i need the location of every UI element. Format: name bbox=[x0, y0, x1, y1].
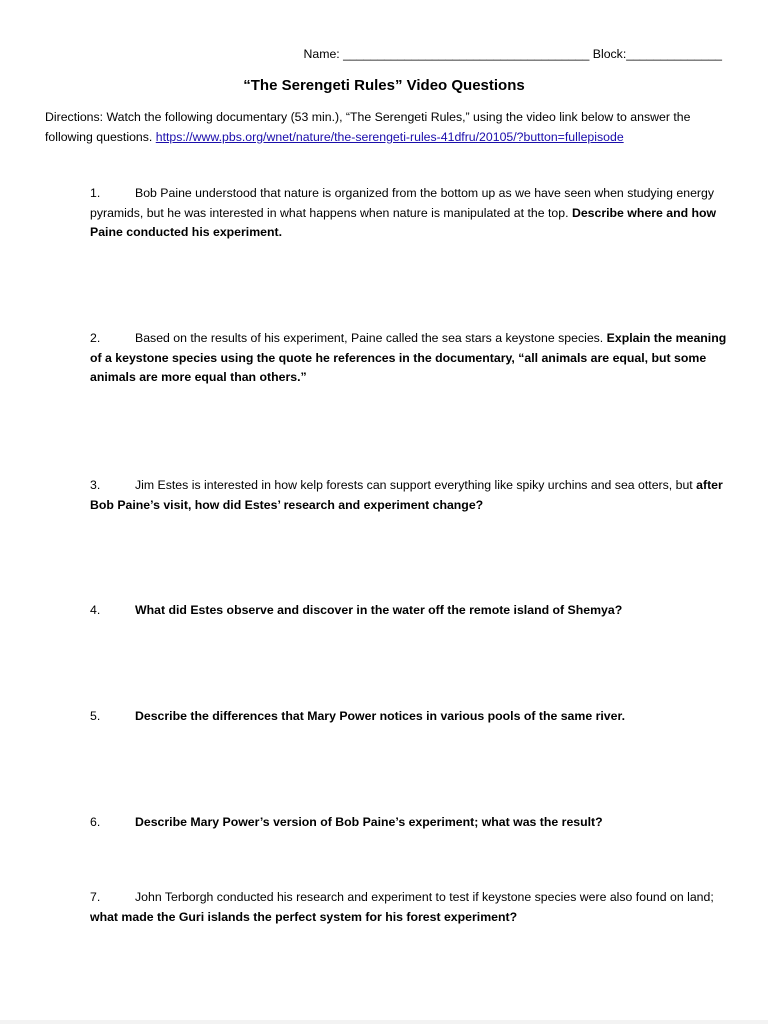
question-2 bbox=[90, 329, 730, 388]
question-prompt: Explain the meaning of a keystone species using the quote he references in the documentary, “all animals are equal, but some animals are more equal than others.” bbox=[90, 331, 727, 384]
block-field[interactable]: Block:______________ bbox=[592, 47, 722, 61]
question-prompt: after Bob Paine’s visit, how did Estes’ research and experiment change? bbox=[90, 478, 723, 512]
question-text: Jim Estes is interested in how kelp forests can support everything like spiky urchins and sea otters, but bbox=[135, 478, 693, 492]
question-number: 7. bbox=[90, 890, 101, 904]
question-number: 2. bbox=[90, 331, 101, 345]
question-number: 5. bbox=[90, 709, 101, 723]
video-link[interactable]: https://www.pbs.org/wnet/nature/the-serengeti-rules-41dfru/20105/?button=fullepisode bbox=[155, 129, 624, 144]
question-4 bbox=[90, 601, 730, 621]
question-5 bbox=[90, 707, 730, 727]
name-field[interactable]: Name: ____________________________________ bbox=[303, 47, 590, 61]
question-3 bbox=[90, 476, 730, 515]
question-1 bbox=[90, 184, 730, 243]
page-bottom-edge bbox=[0, 1020, 768, 1024]
question-number: 6. bbox=[90, 815, 101, 829]
page-title: “The Serengeti Rules” Video Questions bbox=[243, 77, 525, 94]
question-text: John Terborgh conducted his research and experiment to test if keystone species were also found on land; bbox=[135, 890, 714, 904]
question-prompt: what made the Guri islands the perfect system for his forest experiment? bbox=[90, 909, 518, 924]
question-prompt: Describe where and how Paine conducted his experiment. bbox=[90, 205, 717, 239]
directions-text: Directions: Watch the following documentary (53 min.), “The Serengeti Rules,” using the video link below to answer the following questions. bbox=[45, 110, 691, 144]
question-text: Based on the results of his experiment, Paine called the sea stars a keystone species. bbox=[135, 331, 604, 345]
question-number: 3. bbox=[90, 478, 101, 492]
question-prompt: Describe Mary Power’s version of Bob Paine’s experiment; what was the result? bbox=[135, 815, 603, 829]
question-prompt: Describe the differences that Mary Power notices in various pools of the same river. bbox=[135, 709, 625, 723]
question-text: Bob Paine understood that nature is organized from the bottom up as we have seen when studying energy pyramids, but he was interested in what happens when nature is manipulated at the top. bbox=[90, 186, 715, 220]
question-6 bbox=[90, 813, 730, 833]
question-prompt: What did Estes observe and discover in the water off the remote island of Shemya? bbox=[135, 603, 623, 617]
question-number: 1. bbox=[90, 186, 101, 200]
question-7 bbox=[90, 888, 730, 927]
question-number: 4. bbox=[90, 603, 101, 617]
directions-paragraph bbox=[45, 108, 729, 147]
name-block-line bbox=[304, 47, 723, 61]
